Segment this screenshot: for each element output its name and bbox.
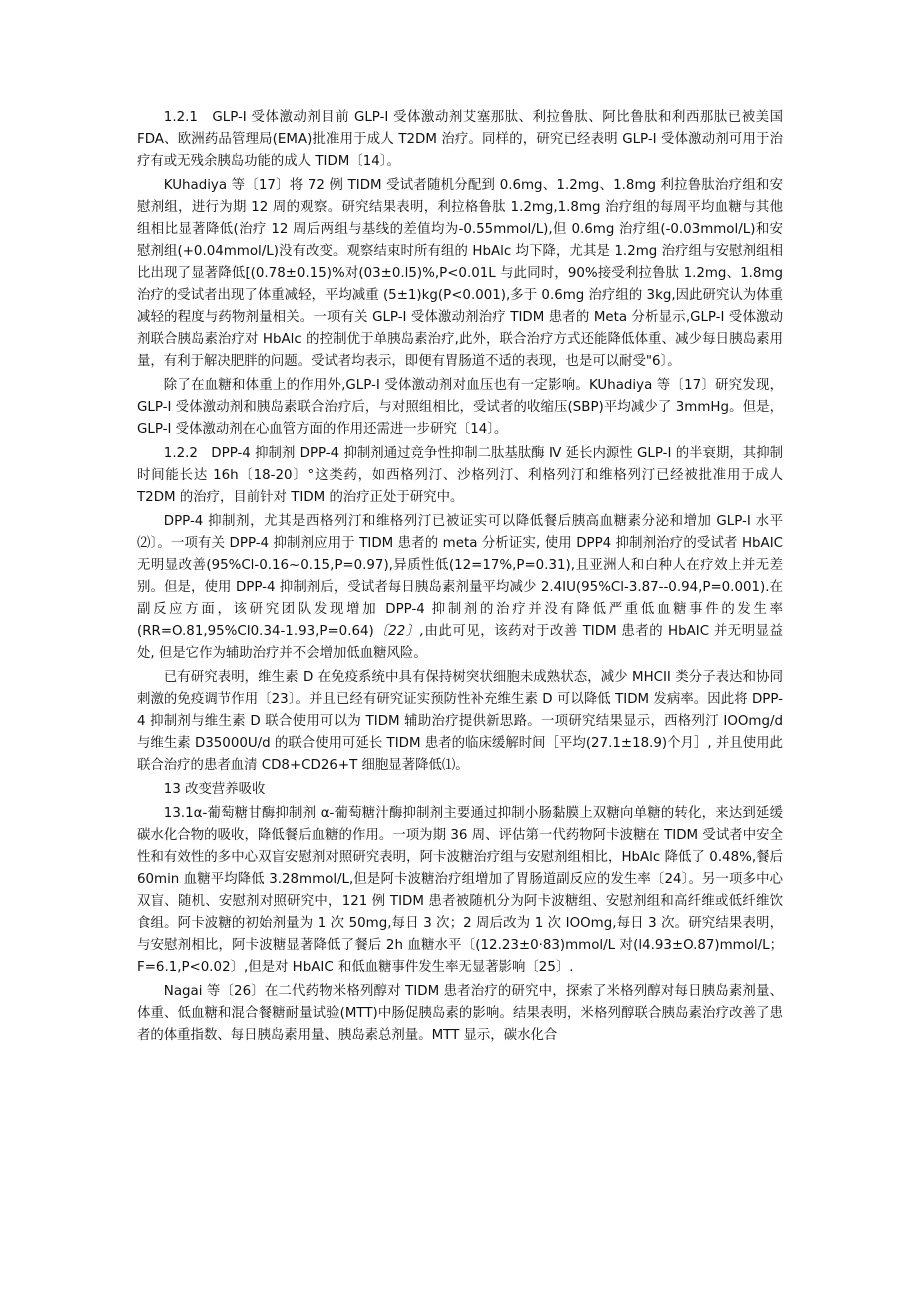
paragraph-dpp4-meta	[137, 511, 783, 665]
paragraph-glp1-intro: 1.2.1 GLP-I 受体激动剂目前 GLP-I 受体激动剂艾塞那肽、利拉鲁肽、阿比鲁肽和利西那肽已被美国 FDA、欧洲药品管理局(EMA)批准用于成人 T2DM 治疗。同样的，研究已经表明 GLP-I 受体激动剂可用于治疗有或无残余胰岛功能的成人 TIDM〔14〕。	[137, 110, 783, 169]
citation-22: 〔22〕,	[373, 624, 424, 639]
paragraph-acarbose: 13.1α-葡萄糖甘酶抑制剂 α-葡萄糖汁酶抑制剂主要通过抑制小肠黏膜上双糖向单糖的转化，来达到延缓碳水化合物的吸收，降低餐后血糖的作用。一项为期 36 周、评估第一代药物阿卡波糖在 TIDM 受试者中安全性和有效性的多中心双盲安慰剂对照研究表明，阿卡波糖治疗组与安慰剂组相比，HbAlc 降低了 0.48%,餐后 60min 血糖平均降低 3.28mmol/L,但是阿卡波糖治疗组增加了胃肠道副反应的发生率〔24〕。另一项多中心双盲、随机、安慰剂对照研究中，121 例 TIDM 患者被随机分为阿卡波糖组、安慰剂组和高纤维或低纤维饮食组。阿卡波糖的初始剂量为 1 次 50mg,每日 3 次；2 周后改为 1 次 IOOmg,每日 3 次。研究结果表明，与安慰剂相比，阿卡波糖显著降低了餐后 2h 血糖水平〔(12.23±0·83)mmol/L 对(l4.93±O.87)mmol/L；F=6.1,P<0.02〕,但是对 HbAIC 和低血糖事件发生率无显著影响〔25〕.	[137, 806, 783, 975]
paragraph-dpp4-meta-text: DPP-4 抑制剂，尤其是西格列汀和维格列汀已被证实可以降低餐后胰高血糖素分泌和增加 GLP-I 水平⑵〕。一项有关 DPP-4 抑制剂应用于 TIDM 患者的 meta 分析证实, 使用 DPP4 抑制剂治疗的受试者 HbAIC 无明显改善(95%Cl-0.16~0.15,P=0.97),异质性低(12=17%,P=0.31),且亚洲人和白种人在疗效上并无差别。但是，使用 DPP-4 抑制剂后，受试者每日胰岛素剂量平均减少 2.4IU(95%Cl-3.87--0.94,P=0.001).在副反应方面，该研究团队发现增加 DPP-4 抑制剂的治疗并没有降低严重低血糖事件的发生率(RR=O.81,95%CI0.34-1.93,P=0.64)	[137, 514, 783, 639]
paragraph-kuhadiya-study: KUhadiya 等〔17〕将 72 例 TIDM 受试者随机分配到 0.6mg、1.2mg、1.8mg 利拉鲁肽治疗组和安慰剂组，进行为期 12 周的观察。研究结果表明，利拉格鲁肽 1.2mg,1.8mg 治疗组的每周平均血糖与其他组相比显著降低(治疗 12 周后两组与基线的差值均为-0.55mmol/L),但 0.6mg 治疗组(-0.03mmol/L)和安慰剂组(+0.04mmol/L)没有改变。观察结束时所有组的 HbAlc 均下降，尤其是 1.2mg 治疗组与安慰剂组相比出现了显著降低[(0.78±0.15)%对(03±0.l5)%,P<0.01L 与此同时，90%接受利拉鲁肽 1.2mg、1.8mg 治疗的受试者出现了体重减轻，平均减重 (5±1)kg(P<0.001),多于 0.6mg 治疗组的 3kg,因此研究认为体重减轻的程度与药物剂量相关。一项有关 GLP-I 受体激动剂治疗 TIDM 患者的 Meta 分析显示,GLP-I 受体激动剂联合胰岛素治疗对 HbAlc 的控制优于单胰岛素治疗,此外，联合治疗方式还能降低体重、减少每日胰岛素用量，有利于解决肥胖的问题。受试者均表示，即便有胃肠道不适的表现，也是可以耐受"6〕。	[137, 178, 783, 369]
section-heading-nutrition: 13 改变营养吸收	[163, 782, 266, 797]
paragraph-vitamin-d: 已有研究表明，维生素 D 在免疫系统中具有保持树突状细胞未成熟状态，减少 MHCII 类分子表达和协同刺激的免疫调节作用〔23〕。并且已经有研究证实预防性补充维生素 D 可以降低 TIDM 发病率。因此将 DPP-4 抑制剂与维生素 D 联合使用可以为 TIDM 辅助治疗提供新思路。一项研究结果显示，西格列汀 IOOmg/d 与维生素 D35000U/d 的联合使用可延长 TIDM 患者的临床缓解时间［平均(27.1±18.9)个月］, 并且使用此联合治疗的患者血清 CD8+CD26+T 细胞显著降低⑴。	[137, 670, 783, 773]
document-page	[137, 107, 783, 1049]
paragraph-miglitol: Nagai 等〔26〕在二代药物米格列醇对 TIDM 患者治疗的研究中，探索了米格列醇对每日胰岛素剂量、体重、低血糖和混合餐糖耐量试验(MTT)中肠促胰岛素的影响。结果表明，米格列醇联合胰岛素治疗改善了患者的体重指数、每日胰岛素用量、胰岛素总剂量。MTT 显示，碳水化合	[137, 984, 783, 1043]
paragraph-blood-pressure: 除了在血糖和体重上的作用外,GLP-I 受体激动剂对血压也有一定影响。KUhadiya 等〔17〕研究发现，GLP-I 受体激动剂和胰岛素联合治疗后，与对照组相比，受试者的收缩压(SBP)平均减少了 3mmHg。但是，GLP-I 受体激动剂在心血管方面的作用还需进一步研究〔14〕。	[137, 378, 783, 437]
paragraph-dpp4-meta-tail: 由此可见，该药对于改善 TIDM 患者的 HbAIC 并无明显益处, 但是它作为辅助治疗并不会增加低血糖风险。	[137, 624, 784, 661]
paragraph-dpp4-intro: 1.2.2 DPP-4 抑制剂 DPP-4 抑制剂通过竞争性抑制二肽基肽酶 Ⅳ 延长内源性 GLP-I 的半衰期，其抑制时间能长达 16h〔18-20〕°这类药，如西格列汀、沙格列汀、利格列汀和维格列汀已经被批准用于成人 T2DM 的治疗，目前针对 TIDM 的治疗正处于研究中。	[137, 446, 783, 505]
